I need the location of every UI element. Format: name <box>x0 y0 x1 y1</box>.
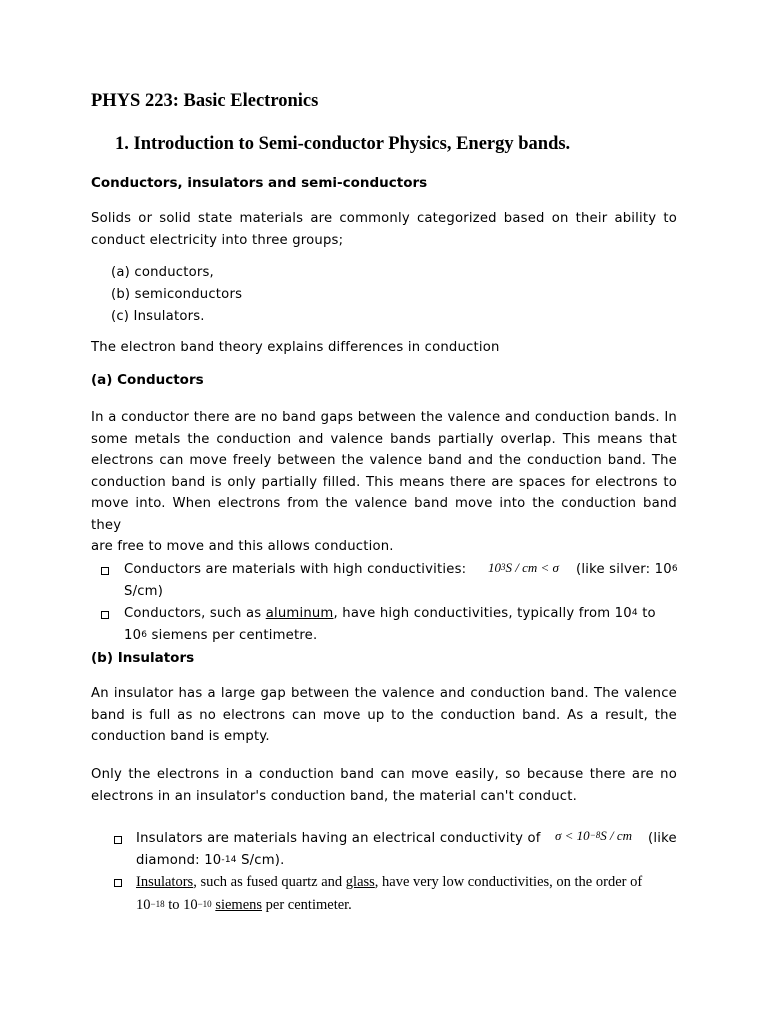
paragraph-line: are free to move and this allows conduction. <box>91 539 394 554</box>
square-bullet-icon <box>114 836 122 844</box>
document-title: PHYS 223: Basic Electronics <box>91 91 319 111</box>
formula-exponent: −8 <box>589 830 601 840</box>
bullet-text: Conductors, such as <box>124 606 266 621</box>
bullet-text: , have high conductivities, typically from 10 <box>333 606 632 621</box>
group-item-insulators: (c) Insulators. <box>111 309 205 324</box>
intro-line-2: conduct electricity into three groups; <box>91 233 344 248</box>
bullet-text: 10 <box>136 897 151 913</box>
formula-base: 10 <box>488 560 501 575</box>
square-bullet-icon <box>114 879 122 887</box>
conductivity-formula <box>488 560 559 576</box>
diamond-example <box>136 853 285 868</box>
conductors-bullet-1-text: Conductors are materials with high conductivities: <box>124 562 467 577</box>
exponent: 6 <box>141 630 148 640</box>
conductors-paragraph <box>91 407 677 558</box>
siemens-link[interactable]: siemens <box>215 897 263 913</box>
formula-rest: S / cm < σ <box>505 560 559 575</box>
silver-example <box>576 562 678 577</box>
exponent: −10 <box>197 899 212 909</box>
insulators-bullet-1-tail: (like <box>648 831 677 846</box>
diamond-exponent: -14 <box>221 855 237 865</box>
section-title: 1. Introduction to Semi-conductor Physics, Energy bands. <box>115 134 571 154</box>
insulator-conductivity-formula <box>555 828 632 844</box>
heading-conductors: (a) Conductors <box>91 372 204 388</box>
exponent: 4 <box>631 608 638 618</box>
insulators-paragraph-1 <box>91 683 677 748</box>
bullet-text: , have very low conductivities, on the order of <box>374 874 643 890</box>
paragraph-line: Only the electrons in a conduction band can move easily, so because there are no <box>91 767 677 782</box>
paragraph-line: move into. When electrons from the valence band move into the conduction band they <box>91 496 677 533</box>
silver-units: S/cm) <box>124 584 164 599</box>
paragraph-line: conduction band is empty. <box>91 729 270 744</box>
paragraph-line: In a conductor there are no band gaps between the valence and conduction bands. In <box>91 410 677 425</box>
heading-conductors-insulators: Conductors, insulators and semi-conductors <box>91 175 428 191</box>
silver-exponent: 6 <box>671 564 678 574</box>
group-item-semiconductors: (b) semiconductors <box>111 287 243 302</box>
conductors-bullet-2-line-1 <box>124 606 656 621</box>
paragraph-line: electrons can move freely between the valence band and the conduction band. The <box>91 453 677 468</box>
bullet-text: per centimeter. <box>262 897 352 913</box>
silver-text: (like silver: 10 <box>576 562 672 577</box>
intro-line-1: Solids or solid state materials are commonly categorized based on their ability to <box>91 211 677 226</box>
bullet-text: to 10 <box>164 897 198 913</box>
insulators-bullet-2-line-1 <box>136 874 642 891</box>
diamond-units: S/cm). <box>236 853 285 868</box>
bullet-text: , such as fused quartz and <box>193 874 346 890</box>
bullet-text: to <box>637 606 656 621</box>
paragraph-line: band is full as no electrons can move up to the conduction band. As a result, the <box>91 707 677 723</box>
band-theory-sentence: The electron band theory explains differences in conduction <box>91 340 500 355</box>
square-bullet-icon <box>101 567 109 575</box>
conductors-bullet-2-line-2 <box>124 628 317 643</box>
insulators-paragraph-2 <box>91 764 677 807</box>
formula-exponent: 3 <box>501 562 506 572</box>
heading-insulators: (b) Insulators <box>91 650 195 666</box>
paragraph-line: some metals the conduction and valence bands partially overlap. This means that <box>91 431 677 447</box>
formula-part: S / cm <box>600 828 633 843</box>
insulators-bullet-1-text: Insulators are materials having an electrical conductivity of <box>136 831 541 846</box>
diamond-text: diamond: 10 <box>136 853 222 868</box>
square-bullet-icon <box>101 611 109 619</box>
paragraph-line: An insulator has a large gap between the valence and conduction band. The valence <box>91 686 677 701</box>
insulators-bullet-2-line-2 <box>136 897 352 914</box>
glass-link[interactable]: glass <box>345 874 375 890</box>
bullet-text: siemens per centimetre. <box>147 628 318 643</box>
paragraph-line: conduction band is only partially filled. This means there are spaces for electrons to <box>91 474 677 490</box>
bullet-text: 10 <box>124 628 142 643</box>
insulators-link[interactable]: Insulators <box>136 874 194 890</box>
group-item-conductors: (a) conductors, <box>111 265 214 280</box>
aluminum-link[interactable]: aluminum <box>265 606 334 621</box>
formula-part: σ < 10 <box>555 828 590 843</box>
paragraph-line: electrons in an insulator's conduction band, the material can't conduct. <box>91 788 577 804</box>
exponent: −18 <box>150 899 165 909</box>
